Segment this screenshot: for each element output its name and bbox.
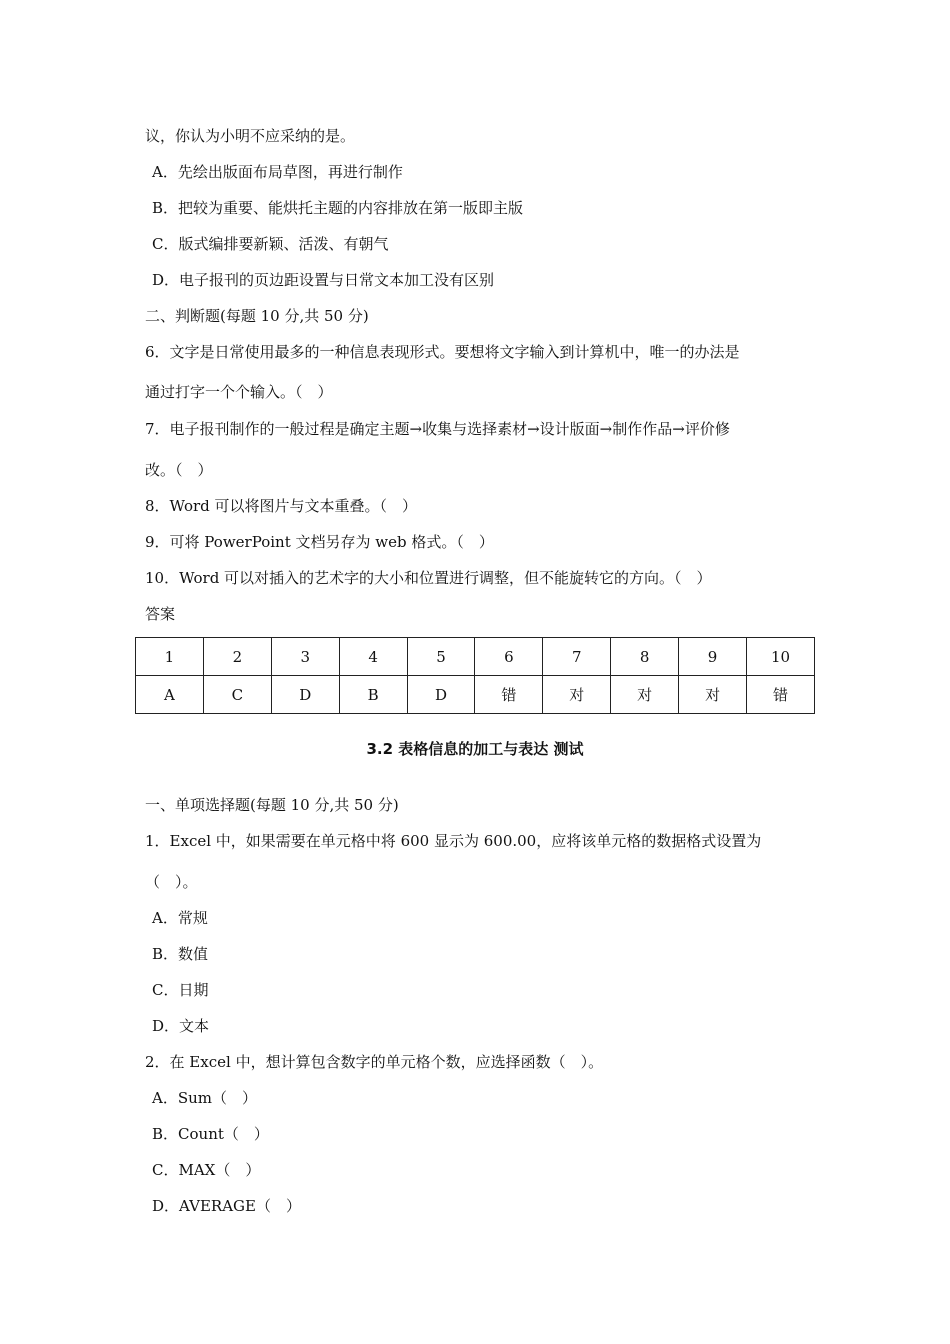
b-q1-option-c: C．日期 (152, 981, 209, 999)
table-cell: 4 (339, 638, 407, 676)
table-cell: D (407, 676, 475, 714)
table-cell: 2 (203, 638, 271, 676)
q7-line-1: 7．电子报刊制作的一般过程是确定主题→收集与选择素材→设计版面→制作作品→评价修 (145, 420, 730, 438)
q9: 9．可将 PowerPoint 文档另存为 web 格式。（ ） (145, 533, 494, 551)
q5-option-a: A．先绘出版面布局草图，再进行制作 (152, 163, 403, 181)
table-cell: 10 (747, 638, 815, 676)
q6-line-1: 6．文字是日常使用最多的一种信息表现形式。要想将文字输入到计算机中，唯一的办法是 (145, 343, 740, 361)
section-1-heading: 一、单项选择题(每题 10 分,共 50 分) (145, 796, 399, 814)
table-cell: 9 (679, 638, 747, 676)
answer-table-number-row (136, 638, 815, 676)
b-q1-line-1: 1．Excel 中，如果需要在单元格中将 600 显示为 600.00，应将该单元格的数据格式设置为 (145, 832, 762, 850)
q10: 10．Word 可以对插入的艺术字的大小和位置进行调整，但不能旋转它的方向。（ ） (145, 569, 712, 587)
q5-option-d: D．电子报刊的页边距设置与日常文本加工没有区别 (152, 271, 495, 289)
table-cell: 7 (543, 638, 611, 676)
table-cell: A (136, 676, 204, 714)
table-cell: 对 (679, 676, 747, 714)
q7-line-2: 改。（ ） (145, 461, 213, 479)
table-cell: 对 (611, 676, 679, 714)
b-q1-line-2: （ ）。 (145, 873, 198, 891)
table-cell: 错 (475, 676, 543, 714)
table-cell: D (271, 676, 339, 714)
table-cell: 5 (407, 638, 475, 676)
b-q1-option-d: D．文本 (152, 1017, 210, 1035)
table-cell: 6 (475, 638, 543, 676)
table-cell: 1 (136, 638, 204, 676)
b-q1-option-a: A．常规 (152, 909, 208, 927)
q5-continuation: 议，你认为小明不应采纳的是。 (145, 127, 356, 145)
b-q2: 2．在 Excel 中，想计算包含数字的单元格个数，应选择函数（ ）。 (145, 1053, 604, 1071)
table-cell: C (203, 676, 271, 714)
table-cell: 8 (611, 638, 679, 676)
answer-table-answer-row (136, 676, 815, 714)
answer-label: 答案 (145, 605, 176, 623)
section-title: 3.2 表格信息的加工与表达 测试 (366, 740, 584, 758)
q5-option-b: B．把较为重要、能烘托主题的内容排放在第一版即主版 (152, 199, 524, 217)
table-cell: 3 (271, 638, 339, 676)
b-q2-option-c: C．MAX（ ） (152, 1161, 261, 1179)
table-cell: 错 (747, 676, 815, 714)
section-2-heading: 二、判断题(每题 10 分,共 50 分) (145, 307, 369, 325)
b-q2-option-a: A．Sum（ ） (152, 1089, 257, 1107)
b-q2-option-d: D．AVERAGE（ ） (152, 1197, 301, 1215)
b-q2-option-b: B．Count（ ） (152, 1125, 269, 1143)
answer-table (135, 637, 815, 714)
b-q1-option-b: B．数值 (152, 945, 209, 963)
q6-line-2: 通过打字一个个输入。（ ） (145, 383, 333, 401)
table-cell: 对 (543, 676, 611, 714)
q8: 8．Word 可以将图片与文本重叠。（ ） (145, 497, 418, 515)
table-cell: B (339, 676, 407, 714)
q5-option-c: C．版式编排要新颖、活泼、有朝气 (152, 235, 389, 253)
